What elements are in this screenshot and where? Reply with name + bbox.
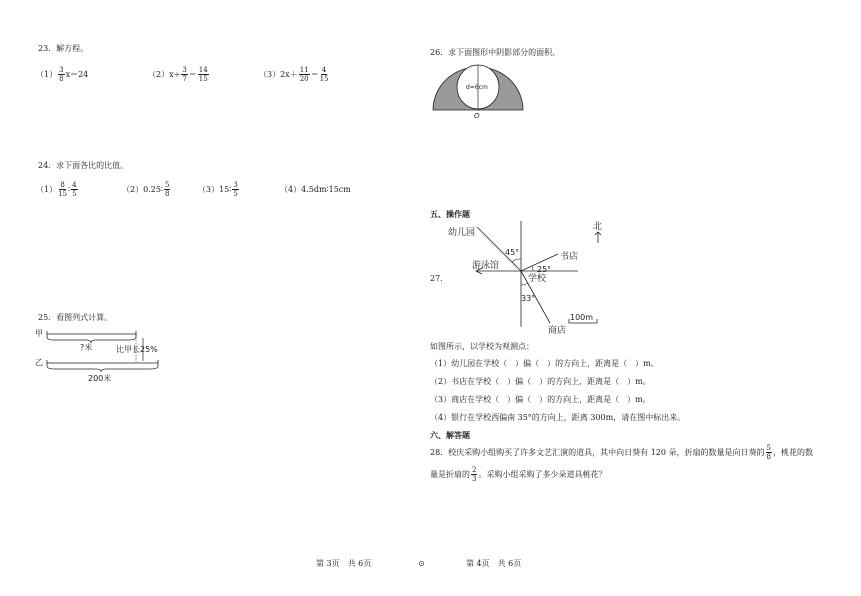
q24-title: 24．求下面各比的比值。	[38, 161, 129, 170]
q27-kindergarten: 幼儿园	[448, 228, 476, 238]
q24-part1: （1） $\frac{8}{15}$ ∶ $\frac{4}{5}$	[36, 181, 77, 198]
q28-line1: 28．校庆采购小组购买了许多文艺汇演的道具，其中向日葵有 120 朵，折扇的数量是向日葵的 $\frac{5}{8}$ ，桃花的数	[430, 444, 813, 461]
q27-mall: 商店	[548, 326, 567, 335]
section6-title: 六、解答题	[430, 430, 470, 440]
footer-left-page: 第 3页 共 6页	[316, 559, 372, 568]
q27-pool: 游泳馆	[472, 261, 500, 271]
q27-item-1: （1）幼儿园在学校（ ）偏（ ）的方向上，距离是（ ）m。	[430, 359, 659, 368]
q23-part2: （2） x÷ $\frac{3}{7}$ ＝ $\frac{14}{15}$	[148, 66, 208, 83]
binding-hole-icon: ⊙	[418, 559, 425, 568]
q25-title: 25．看图列式计算。	[38, 313, 113, 322]
q25-label-b: 乙	[35, 358, 43, 367]
q26-title: 26．求下面图形中阴影部分的面积。	[430, 48, 561, 57]
q25-total: 200米	[88, 374, 112, 383]
q27-intro: 如图所示，以学校为观测点：	[430, 342, 534, 351]
q27-direction-map	[440, 215, 610, 335]
q27-number: 27.	[430, 274, 443, 283]
q27-angle-33: 33°	[521, 294, 536, 303]
q23-part3: （3） 2x＋ $\frac{11}{20}$ ＝ $\frac{4}{15}$	[259, 66, 329, 83]
q27-school: 学校	[528, 274, 547, 284]
q25-label-a: 甲	[35, 329, 43, 338]
q25-compare: 比甲长25%	[116, 345, 158, 354]
q26-center: O	[474, 112, 480, 120]
q28-line2: 量是折扇的 $\frac{2}{3}$ 。采购小组采购了多少朵道具桃花？	[430, 466, 607, 483]
section5-title: 五、操作题	[430, 209, 470, 219]
q27-north: 北	[593, 222, 603, 232]
q27-bookstore: 书店	[560, 252, 579, 262]
q27-item-4: （4）银行在学校西偏南 35°的方向上，距离 300m，请在图中标出来。	[430, 413, 686, 422]
footer-right-page: 第 4页 共 6页	[466, 559, 522, 568]
q27-scale: 100m	[570, 313, 594, 322]
q23-part1: （1） $\frac{3}{8}$ x＝24	[36, 66, 89, 83]
q25-unknown: ?米	[80, 343, 93, 352]
q23-title: 23．解方程。	[38, 44, 89, 53]
q27-angle-45: 45°	[505, 248, 520, 257]
q24-part4: （4） 4.5dm∶15cm	[280, 185, 351, 194]
q25-line-diagram	[30, 324, 180, 386]
q27-item-2: （2）书店在学校（ ）偏（ ）的方向上，距离是（ ）m。	[430, 377, 651, 386]
q24-part3: （3） 15∶ $\frac{3}{5}$	[198, 181, 238, 198]
q27-angle-25: 25°	[537, 265, 552, 274]
q26-shaded-figure	[428, 62, 528, 120]
q27-item-3: （3）商店在学校（ ）偏（ ）的方向上，距离是（ ）m。	[430, 395, 651, 404]
q24-part2: （2） 0.25∶ $\frac{5}{8}$	[122, 181, 170, 198]
q26-diameter: d=6cm	[466, 84, 488, 91]
